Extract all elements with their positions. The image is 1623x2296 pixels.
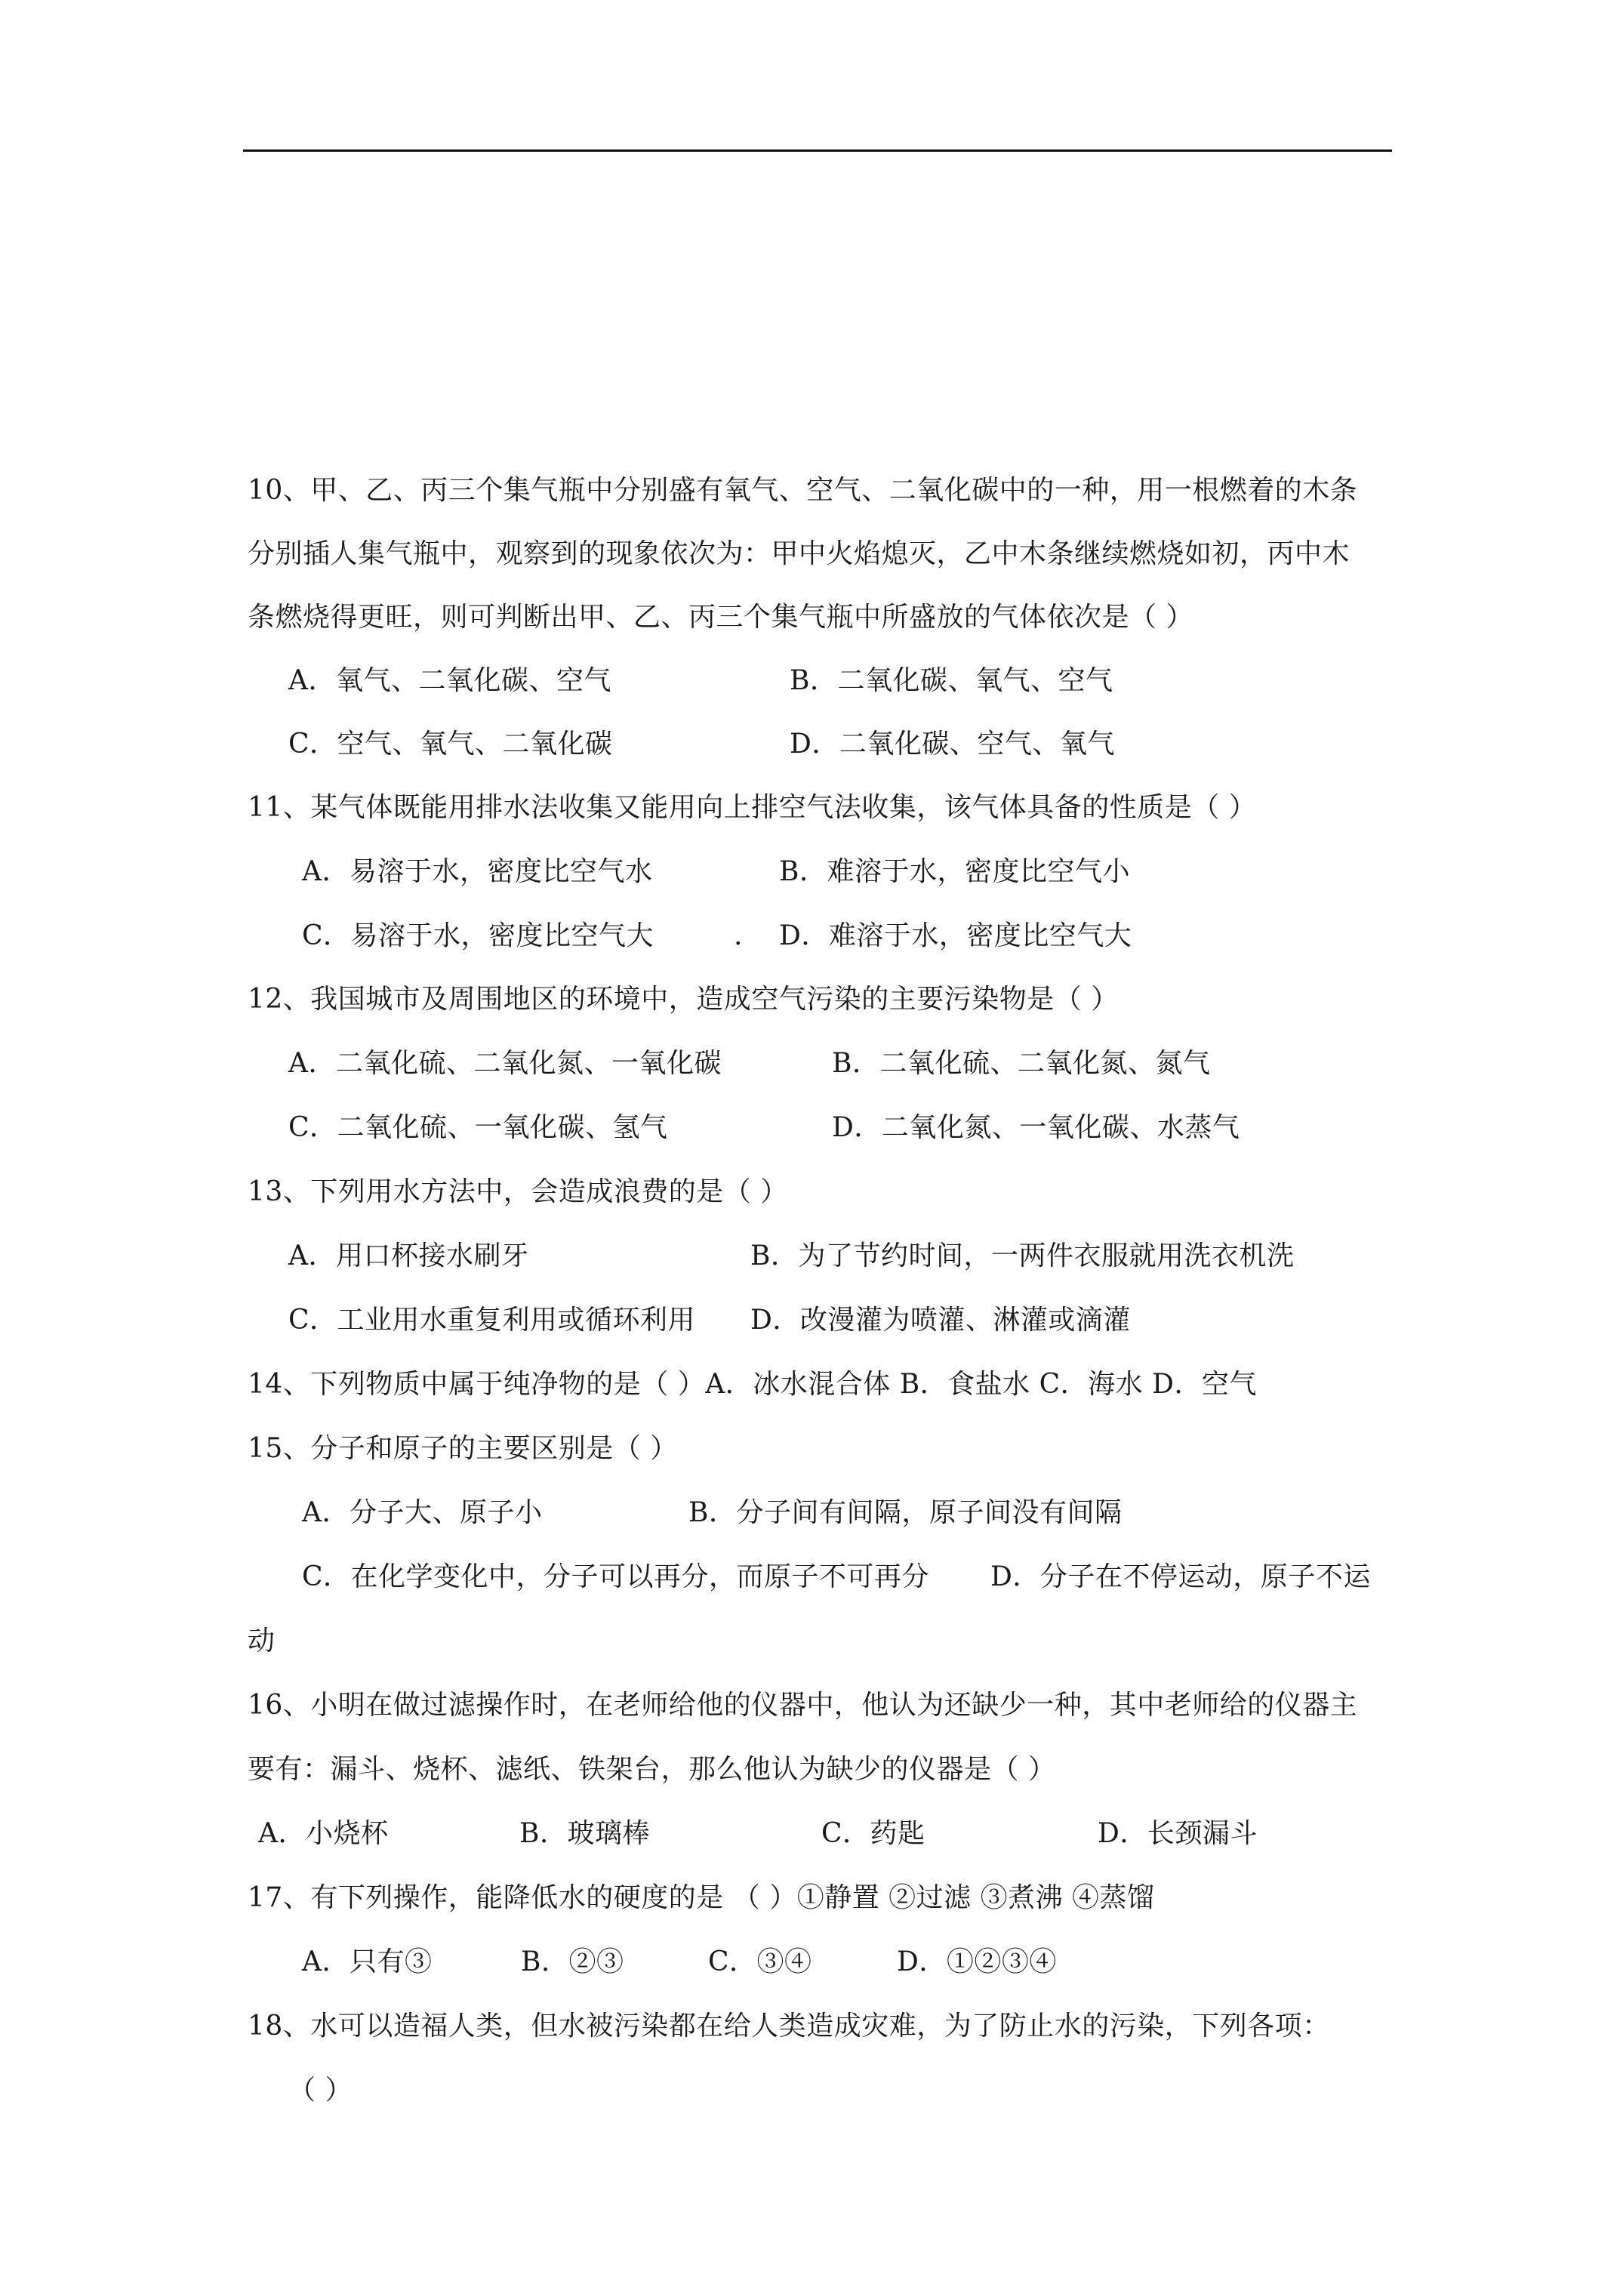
- q10-line-2: 分别插人集气瓶中，观察到的现象依次为：甲中火焰熄灭，乙中木条继续燃烧如初，丙中木: [248, 538, 1350, 569]
- q11-line-1: 11、某气体既能用排水法收集又能用向上排空气法收集，该气体具备的性质是（ ）: [248, 792, 1257, 823]
- q15-option-a: A．分子大、原子小: [302, 1497, 543, 1528]
- q10-option-c: C．空气、氧气、二氧化碳: [288, 729, 613, 760]
- q11-option-b: B．难溶于水，密度比空气小: [779, 856, 1130, 887]
- q15-option-d: D．分子在不停运动，原子不运: [990, 1561, 1371, 1592]
- q16-option-d: D．长颈漏斗: [1098, 1818, 1258, 1849]
- q15-option-c: C．在化学变化中，分子可以再分，而原子不可再分: [302, 1561, 930, 1592]
- q16-option-a: A．小烧杯: [258, 1818, 389, 1849]
- q15-option-b: B．分子间有间隔，原子间没有间隔: [688, 1497, 1123, 1528]
- header-rule: [243, 149, 1392, 152]
- q11-option-c: C．易溶于水，密度比空气大: [302, 920, 654, 951]
- q10-option-b: B．二氧化碳、氧气、空气: [790, 665, 1113, 696]
- q10-line-1: 10、甲、乙、丙三个集气瓶中分别盛有氧气、空气、二氧化碳中的一种，用一根燃着的木条: [248, 475, 1358, 506]
- q16-option-b: B．玻璃棒: [519, 1818, 650, 1849]
- q10-option-d: D．二氧化碳、空气、氧气: [790, 729, 1115, 760]
- q12-line-1: 12、我国城市及周围地区的环境中，造成空气污染的主要污染物是（ ）: [248, 984, 1119, 1015]
- q12-option-b: B．二氧化硫、二氧化氮、氮气: [832, 1048, 1211, 1079]
- q15-wrap: 动: [248, 1626, 276, 1657]
- q17-option-a: A．只有③: [302, 1946, 433, 1977]
- q17-option-c: C．③④: [708, 1946, 812, 1977]
- q10-option-a: A．氧气、二氧化碳、空气: [288, 665, 611, 696]
- q18-line-2: （ ）: [288, 2075, 353, 2106]
- q18-line-1: 18、水可以造福人类，但水被污染都在给人类造成灾难，为了防止水的污染，下列各项：: [248, 2011, 1330, 2042]
- q17-option-b: B．②③: [521, 1946, 624, 1977]
- q12-option-a: A．二氧化硫、二氧化氮、一氧化碳: [288, 1048, 722, 1079]
- q13-option-b: B．为了节约时间，一两件衣服就用洗衣机洗: [750, 1240, 1295, 1271]
- q13-option-c: C．工业用水重复利用或循环利用: [288, 1305, 696, 1336]
- q10-line-3: 条燃烧得更旺，则可判断出甲、乙、丙三个集气瓶中所盛放的气体依次是（ ）: [248, 602, 1193, 633]
- q13-line-1: 13、下列用水方法中，会造成浪费的是（ ）: [248, 1176, 788, 1207]
- q13-option-a: A．用口杯接水刷牙: [288, 1240, 529, 1271]
- q12-option-c: C．二氧化硫、一氧化碳、氢气: [288, 1112, 668, 1143]
- q12-option-d: D．二氧化氮、一氧化碳、水蒸气: [832, 1112, 1240, 1143]
- q17-option-d: D．①②③④: [897, 1946, 1057, 1977]
- q15-line-1: 15、分子和原子的主要区别是（ ）: [248, 1433, 678, 1464]
- q14-line-1: 14、下列物质中属于纯净物的是（ ）A．冰水混合体 B．食盐水 C．海水 D．空气: [248, 1369, 1257, 1400]
- q16-line-1: 16、小明在做过滤操作时，在老师给他的仪器中，他认为还缺少一种，其中老师给的仪器主: [248, 1690, 1358, 1721]
- q11-stray-dot: .: [734, 920, 743, 951]
- q16-option-c: C．药匙: [821, 1818, 925, 1849]
- q11-option-d: D．难溶于水，密度比空气大: [779, 920, 1132, 951]
- q11-option-a: A．易溶于水，密度比空气水: [302, 856, 653, 887]
- q16-line-2: 要有：漏斗、烧杯、滤纸、铁架台，那么他认为缺少的仪器是（ ）: [248, 1754, 1056, 1785]
- q13-option-d: D．改漫灌为喷灌、淋灌或滴灌: [750, 1305, 1131, 1336]
- q17-line-1: 17、有下列操作，能降低水的硬度的是 （ ）①静置 ②过滤 ③煮沸 ④蒸馏: [248, 1882, 1155, 1913]
